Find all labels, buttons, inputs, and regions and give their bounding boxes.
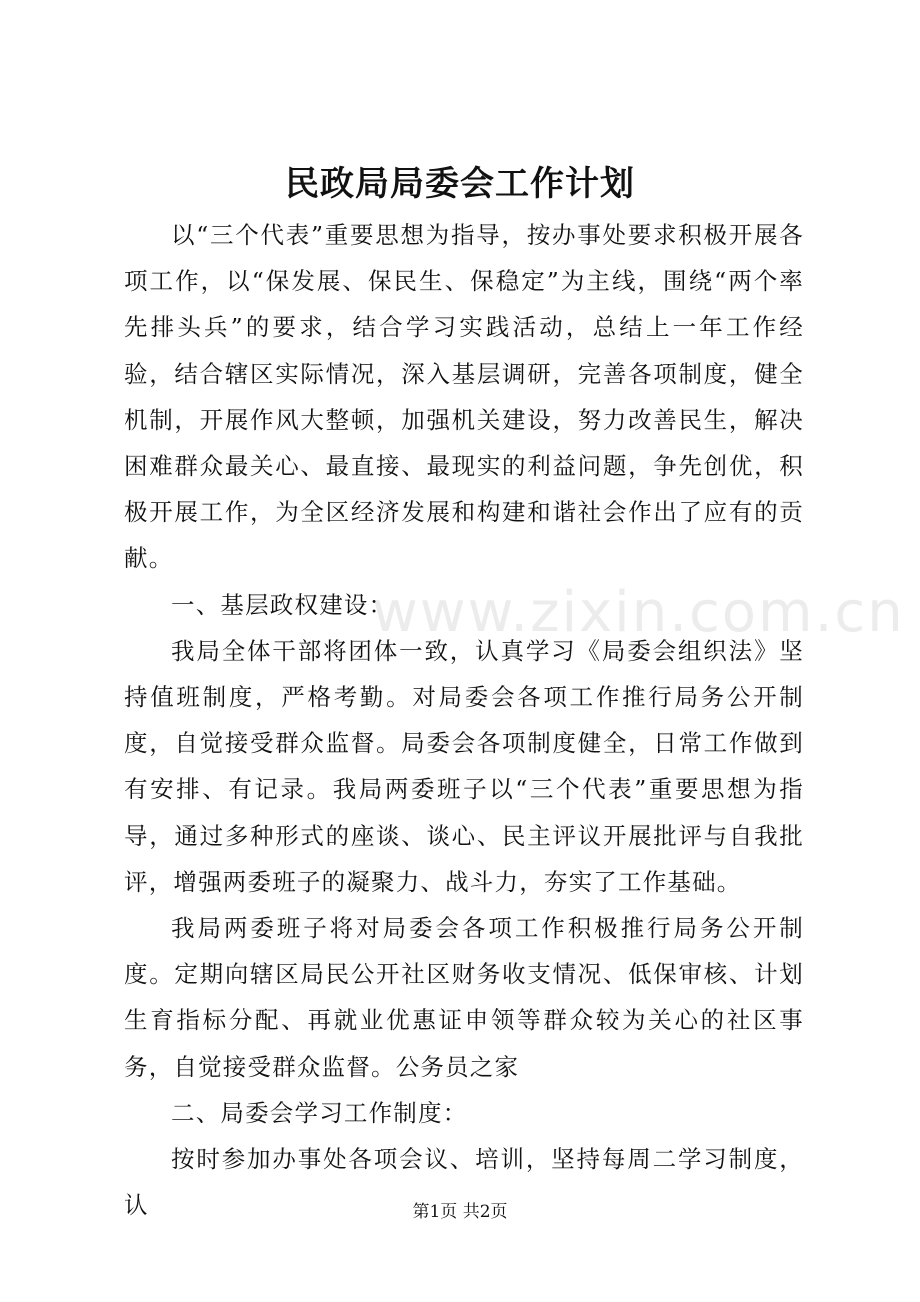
- document-body: [124, 212, 804, 1228]
- section-heading-1: 一、基层政权建设：: [171, 590, 394, 619]
- paragraph-intro: 以“三个代表”重要思想为指导，按办事处要求积极开展各项工作，以“保发展、保民生、保稳定”为主线，围绕“两个率先排头兵”的要求，结合学习实践活动，总结上一年工作经验，结合辖区实际情况，深入基层调研，完善各项制度，健全机制，开展作风大整顿，加强机关建设，努力改善民生，解决困难群众最关心、最直接、最现实的利益问题，争先创优，积极开展工作，为全区经济发展和构建和谐社会作出了应有的贡献。: [124, 221, 804, 573]
- paragraph-section-1b: 我局两委班子将对局委会各项工作积极推行局务公开制度。定期向辖区局民公开社区财务收支情况、低保审核、计划生育指标分配、再就业优惠证申领等群众较为关心的社区事务，自觉接受群众监督。公务员之家: [124, 914, 804, 1081]
- paragraph-section-2a: 按时参加办事处各项会议、培训，坚持每周二学习制度，认: [124, 1145, 804, 1220]
- document-title: 民政局局委会工作计划: [285, 164, 635, 204]
- page-footer: 第1页 共2页: [412, 1202, 508, 1222]
- watermark: www.zixin.com.cn: [372, 580, 905, 645]
- section-heading-2: 二、局委会学习工作制度：: [171, 1098, 468, 1127]
- paragraph-section-1a: 我局全体干部将团体一致，认真学习《局委会组织法》坚持值班制度，严格考勤。对局委会各项工作推行局务公开制度，自觉接受群众监督。局委会各项制度健全，日常工作做到有安排、有记录。我局两委班子以“三个代表”重要思想为指导，通过多种形式的座谈、谈心、民主评议开展批评与自我批评，增强两委班子的凝聚力、战斗力，夯实了工作基础。: [124, 636, 804, 896]
